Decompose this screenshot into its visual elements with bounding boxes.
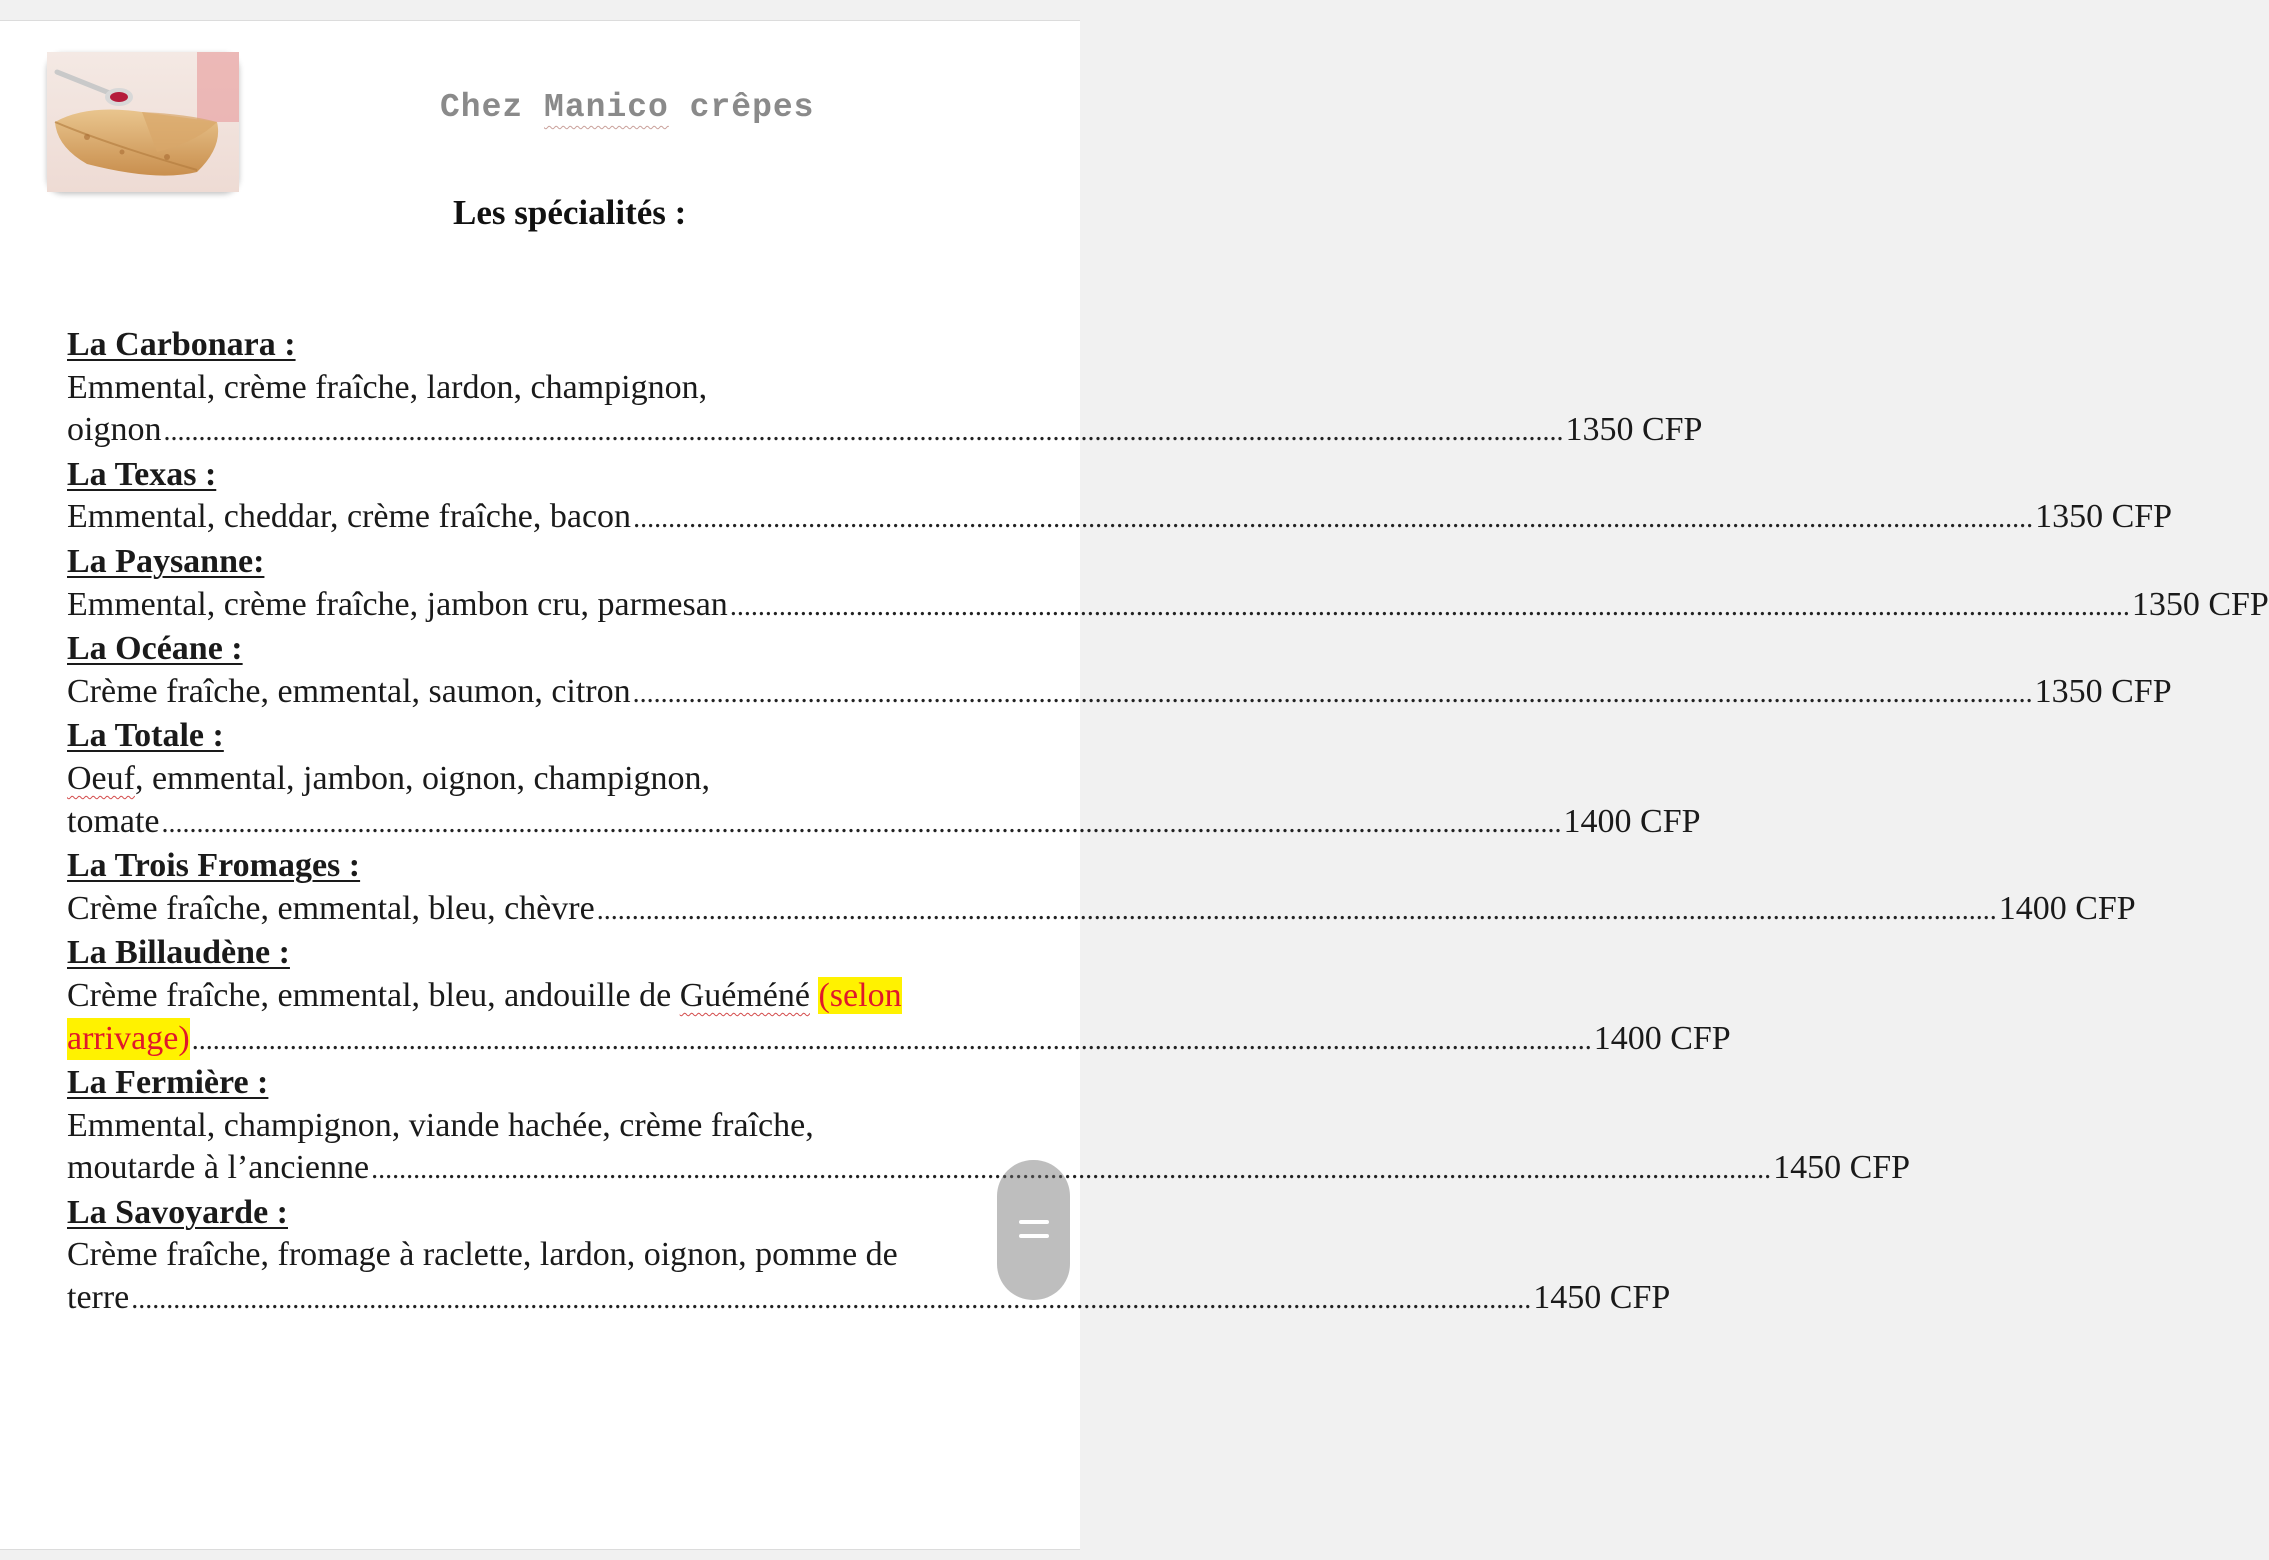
page-title: Les spécialités : — [453, 193, 687, 232]
item-name: La Savoyarde : — [67, 1193, 288, 1231]
dot-leader: ........................................................................................................................................................................................................ — [729, 590, 2130, 622]
brand-suffix: crêpes — [668, 89, 815, 126]
item-ingredients: Emmental, crème fraîche, lardon, champignon, — [67, 368, 708, 406]
item-ingredients: Crème fraîche, emmental, bleu, chèvre — [67, 889, 595, 927]
dot-leader: ........................................................................................................................................................................................................ — [632, 677, 2033, 709]
place-name: Guéméné — [679, 976, 810, 1014]
item-ingredients: terre — [67, 1279, 130, 1317]
menu-item-oceane — [67, 628, 2172, 715]
item-name: La Trois Fromages : — [67, 847, 361, 885]
menu-item-trois-fromages — [67, 845, 2136, 932]
item-name: La Océane : — [67, 630, 243, 668]
brand-name: Manico — [544, 89, 669, 126]
brand-prefix: Chez — [440, 89, 545, 126]
menu-item-savoyarde — [67, 1192, 1671, 1322]
dot-leader: ........................................................................................................................................................................................................ — [371, 1154, 1772, 1186]
dot-leader: ........................................................................................................................................................................................................ — [131, 1284, 1532, 1316]
menu-item-totale — [67, 715, 1701, 845]
document-page — [0, 20, 2269, 1550]
item-ingredients: oignon — [67, 411, 162, 449]
dot-leader: ........................................................................................................................................................................................................ — [163, 416, 1564, 448]
drag-handle-icon — [1019, 1220, 1049, 1224]
crepe-photo-logo — [47, 52, 239, 192]
menu-item-texas — [67, 454, 2173, 541]
item-ingredients: Emmental, champignon, viande hachée, crème fraîche, — [67, 1106, 814, 1144]
item-ingredients — [67, 758, 1017, 801]
item-price: 1400 CFP — [1593, 1019, 1731, 1057]
dot-leader: ........................................................................................................................................................................................................ — [161, 807, 1562, 839]
item-name: La Carbonara : — [67, 326, 296, 363]
menu-item-carbonara — [67, 324, 1703, 454]
dot-leader: ........................................................................................................................................................................................................ — [596, 894, 1997, 926]
item-ingredients: Emmental, cheddar, crème fraîche, bacon — [67, 498, 632, 536]
menu-list — [67, 324, 2269, 1322]
item-ingredients: Crème fraîche, emmental, saumon, citron — [67, 672, 631, 710]
ingredients-text: Crème fraîche, emmental, bleu, andouille de — [67, 976, 680, 1014]
item-ingredients: tomate — [67, 802, 160, 840]
item-price: 1400 CFP — [1563, 802, 1701, 840]
item-name: La Totale : — [67, 717, 224, 755]
highlight-note: (selon — [818, 976, 902, 1014]
item-name: La Texas : — [67, 455, 217, 493]
oeuf-word: Oeuf — [67, 759, 135, 797]
item-ingredients — [67, 975, 1017, 1018]
dot-leader: ........................................................................................................................................................................................................ — [633, 503, 2034, 535]
item-price: 1350 CFP — [1565, 411, 1703, 449]
item-price: 1450 CFP — [1533, 1279, 1671, 1317]
crepe-icon — [47, 52, 239, 192]
item-ingredients: Crème fraîche, fromage à raclette, lardon, oignon, pomme de — [67, 1236, 898, 1274]
item-name: La Fermière : — [67, 1064, 269, 1102]
dot-leader: ........................................................................................................................................................................................................ — [191, 1024, 1592, 1056]
menu-item-fermiere — [67, 1062, 1911, 1192]
item-name: La Paysanne: — [67, 542, 265, 580]
menu-item-paysanne — [67, 541, 2269, 628]
ingredients-rest: , emmental, jambon, oignon, champignon, — [134, 759, 711, 797]
scroll-drag-handle[interactable] — [997, 1160, 1070, 1300]
item-name: La Billaudène : — [67, 934, 290, 972]
item-price: 1350 CFP — [2035, 498, 2173, 536]
item-ingredients: Emmental, crème fraîche, jambon cru, parmesan — [67, 585, 728, 623]
item-price: 1350 CFP — [2131, 585, 2269, 623]
drag-handle-icon — [1019, 1234, 1049, 1238]
item-price: 1450 CFP — [1773, 1149, 1911, 1187]
restaurant-name — [440, 89, 814, 126]
menu-item-billaudene — [67, 932, 1731, 1062]
highlight-note: arrivage) — [67, 1018, 190, 1061]
item-price: 1400 CFP — [1998, 889, 2136, 927]
item-price: 1350 CFP — [2034, 672, 2172, 710]
item-ingredients: moutarde à l’ancienne — [67, 1149, 370, 1187]
